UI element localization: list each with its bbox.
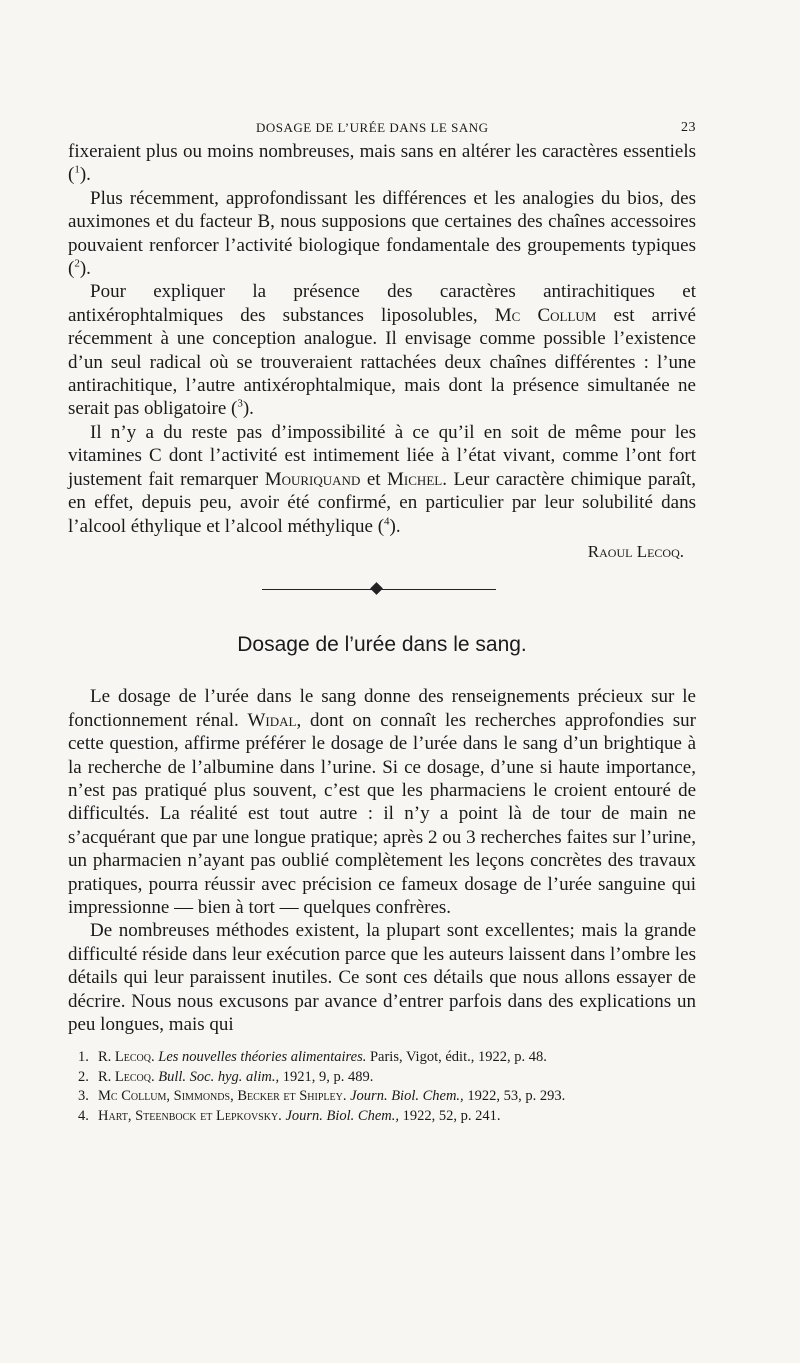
paragraph: fixeraient plus ou moins nombreuses, mais sans en altérer les caractères essentiels ($^1$).: [68, 141, 696, 186]
section-divider: [68, 575, 696, 605]
author-name: Mc Collum: [494, 304, 597, 326]
signature: Raoul Lecoq.: [587, 541, 684, 561]
footnote-ref: 4: [384, 515, 390, 528]
paragraph: Pour expliquer la présence des caractères antirachitiques et antixérophtalmiques des substances liposolubles, Mc Collum est arrivé récemment à une conception analogue. Il envisage comme possible l’existence d’un seul radical où se trouveraient rattachées deux chaînes différentes : l’une antirachitique, l’autre antixérophtalmique, mais dont la présence simultanée ne serait pas obligatoire ($^3$).: [68, 281, 696, 420]
paragraph: Le dosage de l’urée dans le sang donne des renseignements précieux sur le fonctionnement rénal. Widal, dont on connaît les recherches approfondies sur cette question, affirme préférer le dosage de l’urée dans le sang d’un brightique à la recherche de l’albumine dans l’urine. Si ce dosage, d’une si haute importance, n’est pas pratiqué plus souvent, c’est que les pharmaciens le croient entouré de difficultés. La réalité est tout autre : il n’y a point là de tour de main ne s’acquérant que par une longue pratique; après 2 ou 3 recherches faites sur l’urine, un pharmacien n’ayant pas oublié complètement les leçons concrètes des travaux pratiques, pourra réussir avec précision ce fameux dosage de l’urée sanguine qui impressionne — bien à tort — quelques confrères.: [68, 686, 697, 918]
paragraph: Il n’y a du reste pas d’impossibilité à ce qu’il en soit de même pour les vitamines C dont l’activité est intimement liée à l’état vivant, comme l’ont fort justement fait remarquer Mouriquand et Michel. Leur caractère chimique paraît, en effet, depuis peu, avoir été confirmé, en particulier par leur solubilité dans l’alcool éthylique et l’alcool méthylique ($^4$).: [68, 421, 696, 537]
article-title: Dosage de l’urée dans le sang.: [237, 633, 527, 657]
author-name: Michel: [387, 468, 443, 490]
author-name: Mouriquand: [264, 468, 361, 490]
running-head: [68, 116, 696, 140]
footnotes: [68, 1048, 696, 1126]
diamond-ornament-icon: [370, 582, 383, 595]
footnote: 3. Mc Collum, Simmonds, Becker et Shipley. Journ. Biol. Chem., 1922, 53, p. 293.: [78, 1088, 566, 1105]
running-head-title: DOSAGE DE L’URÉE DANS LE SANG: [256, 120, 489, 135]
footnote-ref: 3: [237, 398, 243, 411]
footnote: 4. Hart, Steenbock et Lepkovsky. Journ. Biol. Chem., 1922, 52, p. 241.: [78, 1107, 501, 1124]
page-number: 23: [681, 120, 696, 135]
paragraph: De nombreuses méthodes existent, la plupart sont excellentes; mais la grande difficulté réside dans leur exécution parce que les auteurs laissent dans l’ombre les détails qui leur paraissent inutiles. Ce sont ces détails que nous allons essayer de décrire. Nous nous excusons par avance d’entrer parfois dans des explications un peu longues, mais qui: [68, 920, 696, 1035]
footnote-ref: 2: [74, 257, 80, 270]
footnote: 1. R. Lecoq. Les nouvelles théories alimentaires. Paris, Vigot, édit., 1922, p. 48.: [78, 1049, 547, 1066]
article-urea: [68, 685, 696, 1036]
article-vitamins: [68, 140, 696, 563]
paragraph: Plus récemment, approfondissant les différences et les analogies du bios, des auximones et du facteur B, nous supposions que certaines des chaînes accessoires pouvaient renforcer l’activité biologique fondamentale des groupements typiques ($^2$).: [68, 187, 696, 280]
document-page: [68, 116, 696, 1126]
footnote-ref: 1: [74, 164, 80, 177]
footnote: 2. R. Lecoq. Bull. Soc. hyg. alim., 1921, 9, p. 489.: [78, 1068, 374, 1085]
author-name: Widal: [247, 709, 297, 731]
